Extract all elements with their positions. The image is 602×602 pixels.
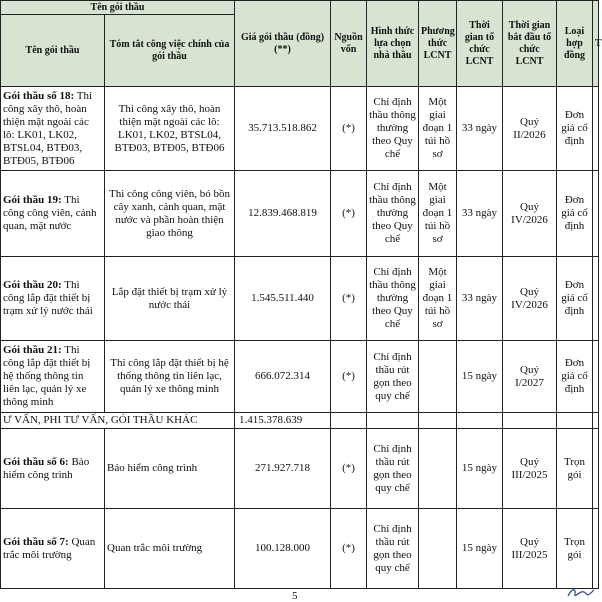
- funding-source: (*): [331, 429, 367, 509]
- header-group-title: Tên gói thầu: [1, 1, 235, 15]
- package-price: 1.545.511.440: [235, 257, 331, 341]
- contract-type: Đơn giá cố định: [557, 341, 593, 413]
- extra-cell: [593, 509, 599, 589]
- package-name: Gói thầu 19: Thi công công viên, cảnh quan, mặt nước: [1, 171, 105, 257]
- selection-duration: 15 ngày: [457, 341, 503, 413]
- package-summary: Thi công công viên, bó bồn cây xanh, cảnh quan, mặt nước và phần hoàn thiện giao thông: [105, 171, 235, 257]
- contract-type: Trọn gói: [557, 509, 593, 589]
- selection-start: Quý III/2025: [503, 509, 557, 589]
- package-name: Gói thầu 20: Thi công lắp đặt thiết bị trạm xử lý nước thải: [1, 257, 105, 341]
- page-number: 5: [292, 590, 298, 602]
- selection-form: Chỉ định thầu thông thường theo Quy chế: [367, 87, 419, 171]
- selection-duration: 15 ngày: [457, 509, 503, 589]
- package-summary: Thi công lắp đặt thiết bị hệ thống thông tin liên lạc, quản lý xe thông minh: [105, 341, 235, 413]
- contract-type: Trọn gói: [557, 429, 593, 509]
- selection-method: Một giai đoạn 1 túi hồ sơ: [419, 87, 457, 171]
- header-price: Giá gói thầu (đồng) (**): [235, 1, 331, 87]
- package-summary: Thi công xây thô, hoàn thiện mặt ngoài các lô: LK01, LK02, BTSL04, BTĐ03, BTĐ05, BTĐ06: [105, 87, 235, 171]
- package-price: 100.128.000: [235, 509, 331, 589]
- funding-source: (*): [331, 257, 367, 341]
- contract-type: Đơn giá cố định: [557, 171, 593, 257]
- extra-cell: [593, 341, 599, 413]
- header-extra: T: [593, 1, 599, 87]
- selection-form: Chỉ định thầu rút gọn theo quy chế: [367, 429, 419, 509]
- table-row: [1, 171, 599, 257]
- section-total: 1.415.378.639: [235, 413, 331, 429]
- package-summary: Lắp đặt thiết bị trạm xử lý nước thải: [105, 257, 235, 341]
- contract-type: Đơn giá cố định: [557, 257, 593, 341]
- header-form: Hình thức lựa chọn nhà thầu: [367, 1, 419, 87]
- package-summary: Quan trắc môi trường: [105, 509, 235, 589]
- selection-method: Một giai đoạn 1 túi hồ sơ: [419, 171, 457, 257]
- selection-start: Quý III/2025: [503, 429, 557, 509]
- header-method: Phương thức LCNT: [419, 1, 457, 87]
- selection-method: [419, 429, 457, 509]
- table-row: [1, 257, 599, 341]
- package-summary: Bảo hiểm công trình: [105, 429, 235, 509]
- selection-duration: 33 ngày: [457, 171, 503, 257]
- extra-cell: [593, 429, 599, 509]
- extra-cell: [593, 171, 599, 257]
- selection-form: Chỉ định thầu thông thường theo Quy chế: [367, 171, 419, 257]
- header-start: Thời gian bắt đầu tổ chức LCNT: [503, 1, 557, 87]
- selection-method: [419, 341, 457, 413]
- package-name: Gói thầu 21: Thi công lắp đặt thiết bị hệ thống thông tin liên lạc, quản lý xe thông minh: [1, 341, 105, 413]
- signature-mark: [566, 584, 596, 600]
- funding-source: (*): [331, 87, 367, 171]
- package-price: 12.839.468.819: [235, 171, 331, 257]
- funding-source: (*): [331, 341, 367, 413]
- package-price: 35.713.518.862: [235, 87, 331, 171]
- table-row: [1, 509, 599, 589]
- package-name: Gói thầu số 6: Bảo hiểm công trình: [1, 429, 105, 509]
- header-name: Tên gói thầu: [1, 15, 105, 87]
- selection-duration: 33 ngày: [457, 87, 503, 171]
- selection-start: Quý II/2026: [503, 87, 557, 171]
- package-price: 666.072.314: [235, 341, 331, 413]
- selection-start: Quý I/2027: [503, 341, 557, 413]
- selection-start: Quý IV/2026: [503, 171, 557, 257]
- funding-source: (*): [331, 171, 367, 257]
- selection-form: Chỉ định thầu rút gọn theo quy chế: [367, 341, 419, 413]
- table-row: [1, 87, 599, 171]
- package-price: 271.927.718: [235, 429, 331, 509]
- extra-cell: [593, 87, 599, 171]
- header-contract: Loại hợp đồng: [557, 1, 593, 87]
- section-label: Ư VẤN, PHI TƯ VẤN, GÓI THẦU KHÁC: [1, 413, 235, 429]
- funding-source: (*): [331, 509, 367, 589]
- table-row: [1, 341, 599, 413]
- selection-method: Một giai đoạn 1 túi hồ sơ: [419, 257, 457, 341]
- contract-type: Đơn giá cố định: [557, 87, 593, 171]
- selection-start: Quý IV/2026: [503, 257, 557, 341]
- package-name: Gói thầu số 7: Quan trắc môi trường: [1, 509, 105, 589]
- extra-cell: [593, 257, 599, 341]
- selection-form: Chỉ định thầu thông thường theo Quy chế: [367, 257, 419, 341]
- selection-duration: 33 ngày: [457, 257, 503, 341]
- table-row: [1, 429, 599, 509]
- selection-form: Chỉ định thầu rút gọn theo quy chế: [367, 509, 419, 589]
- package-name: Gói thầu số 18: Thi công xây thô, hoàn thiện mặt ngoài các lô: LK01, LK02, BTSL04, BTĐ03, BTĐ05, BTĐ06: [1, 87, 105, 171]
- selection-method: [419, 509, 457, 589]
- header-duration: Thời gian tổ chức LCNT: [457, 1, 503, 87]
- header-summary: Tóm tắt công việc chính của gói thầu: [105, 15, 235, 87]
- header-source: Nguồn vốn: [331, 1, 367, 87]
- section-row: [1, 413, 599, 429]
- selection-duration: 15 ngày: [457, 429, 503, 509]
